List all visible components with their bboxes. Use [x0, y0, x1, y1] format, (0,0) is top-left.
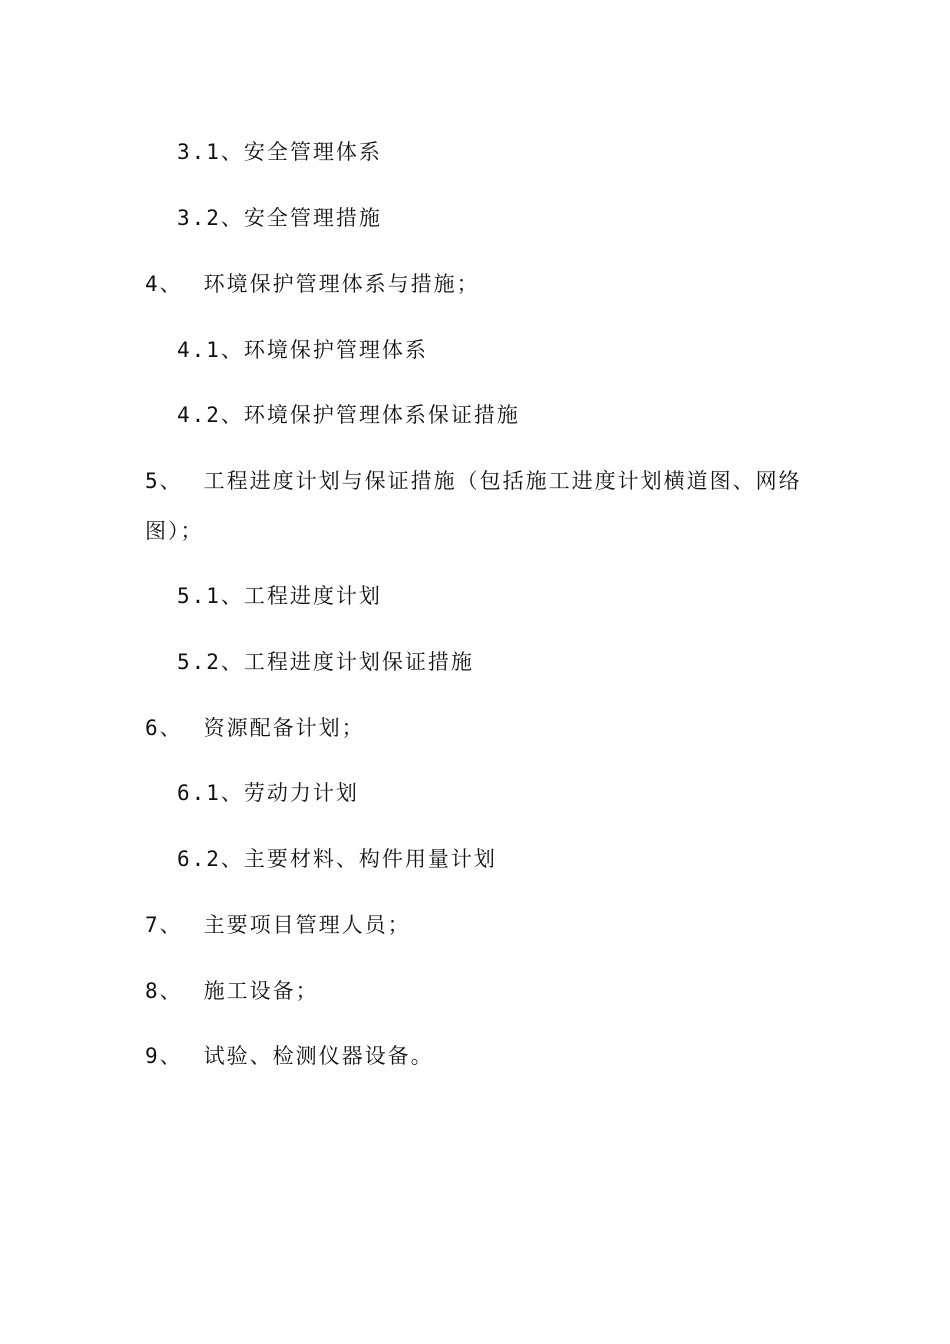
list-item-6-2 — [177, 844, 497, 874]
item-number: 6、 — [145, 716, 183, 740]
list-item-3-1 — [177, 137, 382, 167]
item-number: 4、 — [145, 272, 183, 296]
item-text: 5.1、工程进度计划 — [177, 584, 382, 608]
list-item-5 — [145, 466, 802, 496]
list-item-5-2 — [177, 647, 474, 677]
item-text: 6.2、主要材料、构件用量计划 — [177, 847, 497, 871]
item-number: 9、 — [145, 1044, 183, 1068]
item-number: 8、 — [145, 979, 183, 1003]
item-text: 资源配备计划； — [203, 716, 365, 740]
list-item-8 — [145, 976, 319, 1006]
list-item-4-2 — [177, 400, 520, 430]
list-item-7 — [145, 910, 411, 940]
item-text-continuation: 图）； — [145, 519, 204, 543]
item-text: 试验、检测仪器设备。 — [203, 1044, 434, 1068]
item-text: 6.1、劳动力计划 — [177, 781, 359, 805]
item-text: 环境保护管理体系与措施； — [203, 272, 480, 296]
list-item-6-1 — [177, 778, 359, 808]
item-text: 施工设备； — [203, 979, 319, 1003]
list-item-5-continuation — [145, 516, 204, 546]
item-text: 工程进度计划与保证措施（包括施工进度计划横道图、网络 — [203, 469, 802, 493]
list-item-4-1 — [177, 335, 428, 365]
item-text: 3.1、安全管理体系 — [177, 140, 382, 164]
list-item-6 — [145, 713, 365, 743]
list-item-4 — [145, 269, 480, 299]
item-text: 4.1、环境保护管理体系 — [177, 338, 428, 362]
item-text: 5.2、工程进度计划保证措施 — [177, 650, 474, 674]
list-item-9 — [145, 1041, 434, 1071]
item-text: 主要项目管理人员； — [203, 913, 411, 937]
item-text: 3.2、安全管理措施 — [177, 206, 382, 230]
list-item-3-2 — [177, 203, 382, 233]
item-number: 5、 — [145, 469, 183, 493]
list-item-5-1 — [177, 581, 382, 611]
item-number: 7、 — [145, 913, 183, 937]
item-text: 4.2、环境保护管理体系保证措施 — [177, 403, 520, 427]
